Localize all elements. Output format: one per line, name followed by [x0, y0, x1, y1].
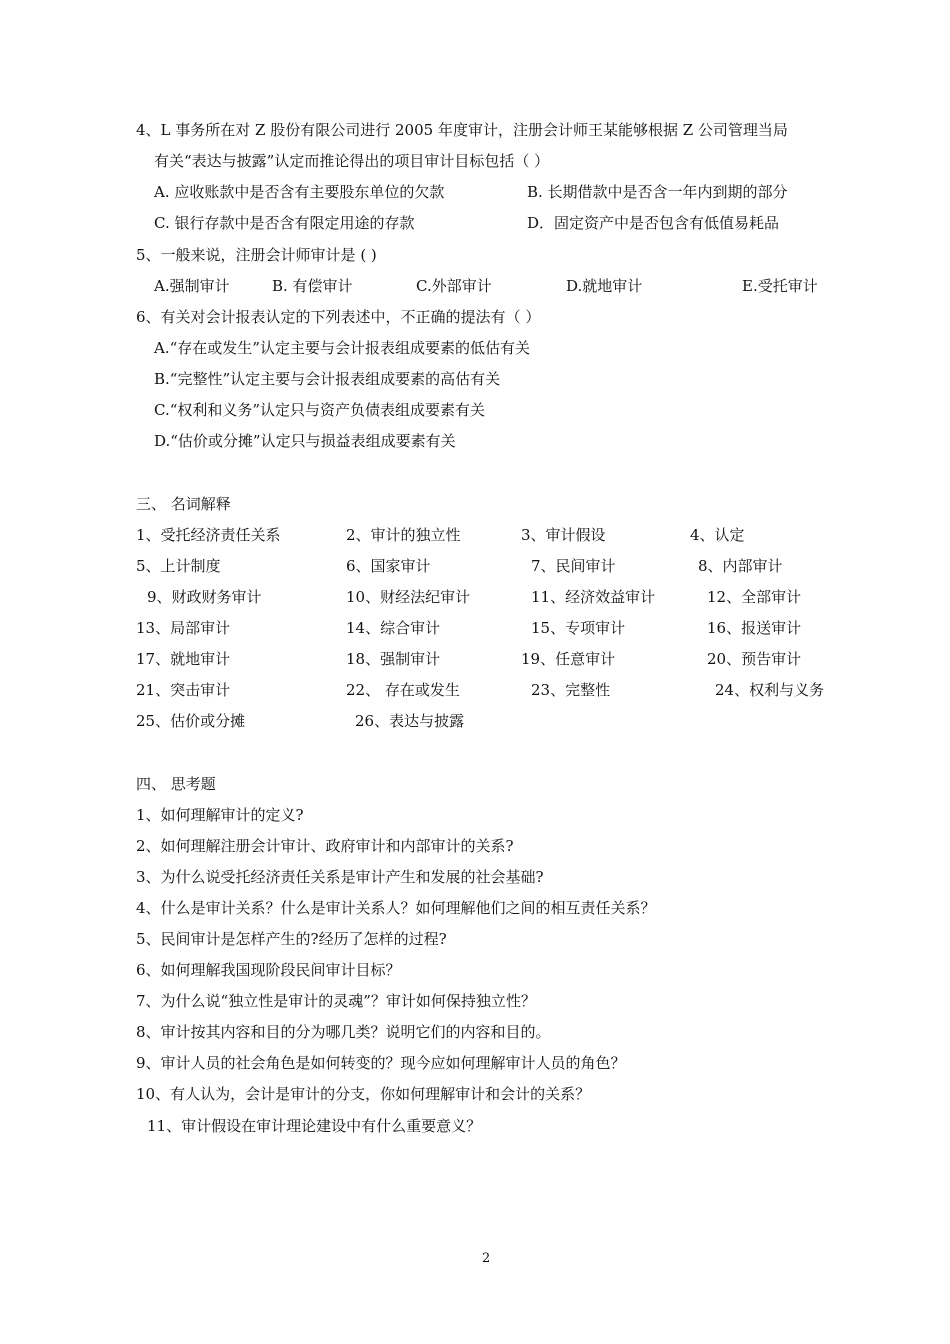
- question-7: 7、为什么说“独立性是审计的灵魂”？审计如何保持独立性？: [136, 992, 536, 1010]
- term-8: 8、内部审计: [698, 557, 783, 575]
- q4-option-a: A. 应收账款中是否含有主要股东单位的欠款: [154, 183, 445, 201]
- term-12: 12、全部审计: [707, 588, 802, 606]
- term-3: 3、审计假设: [521, 526, 606, 544]
- question-11: 11、审计假设在审计理论建设中有什么重要意义？: [147, 1117, 482, 1135]
- question-10: 10、有人认为，会计是审计的分支，你如何理解审计和会计的关系？: [136, 1085, 591, 1103]
- page-number: 2: [482, 1251, 491, 1266]
- q4-option-b: B. 长期借款中是否含一年内到期的部分: [527, 183, 788, 201]
- section4-heading: 四、 思考题: [136, 775, 216, 793]
- term-6: 6、国家审计: [346, 557, 431, 575]
- q6-option-b: B.“完整性”认定主要与会计报表组成要素的高估有关: [154, 370, 501, 388]
- question-4: 4、什么是审计关系？什么是审计关系人？如何理解他们之间的相互责任关系？: [136, 899, 656, 917]
- term-20: 20、预告审计: [707, 650, 802, 668]
- term-13: 13、局部审计: [136, 619, 231, 637]
- q4-stem-line1: 4、L 事务所在对 Z 股份有限公司进行 2005 年度审计，注册会计师王某能够根据 Z 公司管理当局: [136, 121, 788, 139]
- q4-option-d: D．固定资产中是否包含有低值易耗品: [527, 214, 780, 232]
- q4-option-c: C. 银行存款中是否含有限定用途的存款: [154, 214, 415, 232]
- term-22: 22、 存在或发生: [346, 681, 460, 699]
- term-9: 9、财政财务审计: [147, 588, 262, 606]
- term-5: 5、上计制度: [136, 557, 221, 575]
- term-25: 25、估价或分摊: [136, 712, 246, 730]
- question-8: 8、审计按其内容和目的分为哪几类？说明它们的内容和目的。: [136, 1023, 551, 1041]
- q4-stem-line2: 有关“表达与披露”认定而推论得出的项目审计目标包括（ ）: [154, 152, 550, 170]
- term-26: 26、表达与披露: [355, 712, 465, 730]
- term-1: 1、受托经济责任关系: [136, 526, 281, 544]
- question-6: 6、如何理解我国现阶段民间审计目标？: [136, 961, 401, 979]
- q5-option-d: D.就地审计: [566, 277, 643, 295]
- question-2: 2、如何理解注册会计审计、政府审计和内部审计的关系?: [136, 837, 514, 855]
- q6-option-a: A.“存在或发生”认定主要与会计报表组成要素的低估有关: [154, 339, 530, 357]
- q5-option-b: B. 有偿审计: [272, 277, 353, 295]
- q6-option-c: C.“权利和义务”认定只与资产负债表组成要素有关: [154, 401, 486, 419]
- question-9: 9、审计人员的社会角色是如何转变的？现今应如何理解审计人员的角色？: [136, 1054, 626, 1072]
- q6-stem: 6、有关对会计报表认定的下列表述中，不正确的提法有（ ）: [136, 308, 541, 326]
- section3-heading: 三、 名词解释: [136, 495, 231, 513]
- term-7: 7、民间审计: [531, 557, 616, 575]
- q5-stem: 5、一般来说，注册会计师审计是 ( ): [136, 246, 377, 264]
- term-17: 17、就地审计: [136, 650, 231, 668]
- q5-option-e: E.受托审计: [742, 277, 818, 295]
- term-15: 15、专项审计: [531, 619, 626, 637]
- question-3: 3、为什么说受托经济责任关系是审计产生和发展的社会基础?: [136, 868, 544, 886]
- term-11: 11、经济效益审计: [531, 588, 656, 606]
- term-10: 10、财经法纪审计: [346, 588, 471, 606]
- term-19: 19、任意审计: [521, 650, 616, 668]
- term-2: 2、审计的独立性: [346, 526, 461, 544]
- term-16: 16、报送审计: [707, 619, 802, 637]
- q6-option-d: D.“估价或分摊”认定只与损益表组成要素有关: [154, 432, 456, 450]
- term-24: 24、权利与义务: [715, 681, 825, 699]
- question-1: 1、如何理解审计的定义?: [136, 806, 304, 824]
- term-14: 14、综合审计: [346, 619, 441, 637]
- term-21: 21、突击审计: [136, 681, 231, 699]
- term-18: 18、强制审计: [346, 650, 441, 668]
- q5-option-a: A.强制审计: [154, 277, 230, 295]
- q5-option-c: C.外部审计: [416, 277, 492, 295]
- question-5: 5、民间审计是怎样产生的?经历了怎样的过程?: [136, 930, 447, 948]
- term-4: 4、认定: [690, 526, 745, 544]
- term-23: 23、完整性: [531, 681, 611, 699]
